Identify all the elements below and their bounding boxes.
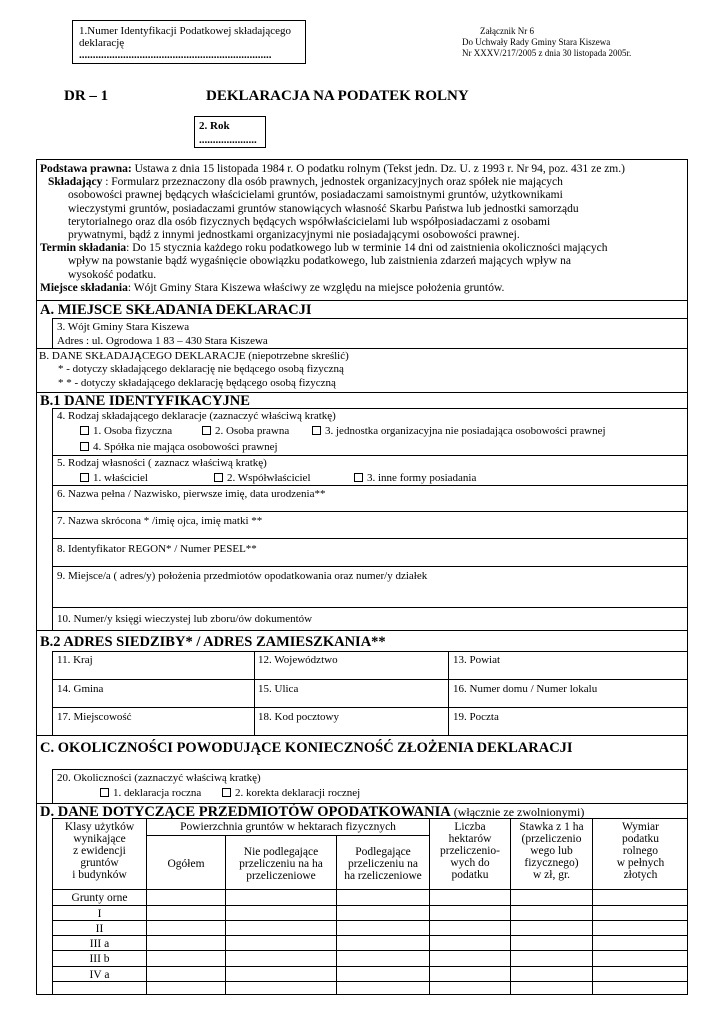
section-b1-title: B.1 DANE IDENTYFIKACYJNE [40, 393, 250, 409]
table-row-label: Grunty orne [71, 892, 128, 904]
field-6-full-name[interactable]: 6. Nazwa pełna / Nazwisko, pierwsze imię, data urodzenia** [57, 488, 326, 500]
field-4-label: 4. Rodzaj składającego deklaracje (zaznaczyć właściwą kratkę) [57, 410, 336, 422]
field-7-short-name[interactable]: 7. Nazwa skrócona * /imię ojca, imię matki ** [57, 515, 263, 527]
nip-box [72, 20, 306, 64]
col-header-land-class: Klasy użytków wynikające z ewidencji gruntów i budynków [64, 821, 135, 881]
filer-type-legal[interactable]: 2. Osoba prawna [202, 425, 289, 437]
tax-office-address: Adres : ul. Ogrodowa 1 83 – 430 Stara Kiszewa [57, 335, 268, 347]
annex-note: Załącznik Nr 6 Do Uchwały Rady Gminy Stara Kiszewa Nr XXXV/217/2005 z dnia 30 listopada 2005r. [462, 26, 632, 58]
checkbox[interactable] [354, 473, 363, 482]
field-9-location[interactable]: 9. Miejsce/a ( adres/y) położenia przedmiotów opodatkowania oraz numer/y działek [57, 570, 428, 582]
checkbox[interactable] [80, 473, 89, 482]
ownership-owner[interactable]: 1. właściciel [80, 472, 148, 484]
checkbox[interactable] [80, 426, 89, 435]
field-15-street[interactable]: 15. Ulica [258, 683, 299, 695]
form-code: DR – 1 [64, 88, 109, 104]
field-11-country[interactable]: 11. Kraj [57, 654, 93, 666]
col-header-rate: Stawka z 1 ha (przeliczenio wego lub fizycznego) w zł, gr. [519, 821, 584, 881]
filer-type-partnership[interactable]: 4. Spółka nie mająca osobowości prawnej [80, 441, 278, 453]
note-legal-person: * - dotyczy składającego deklarację nie będącego osobą fizyczną [58, 363, 344, 375]
checkbox[interactable] [202, 426, 211, 435]
field-18-postal-code[interactable]: 18. Kod pocztowy [258, 711, 339, 723]
checkbox[interactable] [222, 788, 231, 797]
table-row-label: III a [89, 938, 110, 950]
legal-basis: Podstawa prawna: Ustawa z dnia 15 listopada 1984 r. O podatku rolnym (Tekst jedn. Dz. U. z 1993 r. Nr 94, poz. 431 ze zm.) Składający : Formularz przeznaczony dla osób prawnych, jednostek organizacyjnych oraz spółek nie mających osobowości prawnej będących właścicielami gruntów, posiadaczami samoistnymi gruntów, użytkownikami wieczystymi gruntów, posiadaczami gruntów stanowiących własność Skarbu Państwa lub jednostki samorządu terytorialnego oraz dla osób fizycznych będących współwłaścicielami lub współposiadaczami z osobami prywatnymi, bądź z innymi jednostkami organizacyjnymi nie posiadającymi osobowości prawnej. Termin składania: Do 15 stycznia każdego roku podatkowego lub w terminie 14 dni od zaistnienia okoliczności mających wpływ na powstanie bądź wygaśnięcie obowiązku podatkowego, lub zaistnienia zdarzeń mających wpływ na wysokość podatku. Miejsce składania: Wójt Gminy Stara Kiszewa właściwy ze względu na miejsce położenia gruntów. [40, 163, 625, 294]
checkbox[interactable] [80, 442, 89, 451]
field-12-voivodeship[interactable]: 12. Województwo [258, 654, 338, 666]
table-row-label: III b [89, 953, 110, 965]
year-box [194, 116, 266, 148]
section-d-title: D. DANE DOTYCZĄCE PRZEDMIOTÓW OPODATKOWANIA (włącznie ze zwolnionymi) [40, 804, 585, 820]
field-14-commune[interactable]: 14. Gmina [57, 683, 104, 695]
field-8-regon-pesel[interactable]: 8. Identyfikator REGON* / Numer PESEL** [57, 543, 257, 555]
nip-dots[interactable]: ...................................................................... [79, 49, 272, 61]
checkbox[interactable] [214, 473, 223, 482]
nip-label: 1.Numer Identyfikacji Podatkowej składającego deklarację [79, 25, 291, 49]
checkbox[interactable] [312, 426, 321, 435]
table-row-label: I [97, 908, 102, 920]
field-17-city[interactable]: 17. Miejscowość [57, 711, 132, 723]
col-header-not-converted: Nie podlegające przeliczeniu na ha przeliczeniowe [239, 846, 323, 882]
col-header-hectares: Liczba hektarów przeliczenio- wych do podatku [439, 821, 500, 881]
field-10-land-register[interactable]: 10. Numer/y księgi wieczystej lub zboru/ów dokumentów [57, 613, 313, 625]
declaration-correction[interactable]: 2. korekta deklaracji rocznej [222, 787, 360, 799]
table-row-label: IV a [89, 969, 110, 981]
checkbox[interactable] [100, 788, 109, 797]
section-c-title: C. OKOLICZNOŚCI POWODUJĄCE KONIECZNOŚĆ ZŁOŻENIA DEKLARACJI [40, 740, 573, 756]
filer-type-org-unit[interactable]: 3. jednostka organizacyjna nie posiadająca osobowości prawnej [312, 425, 606, 437]
section-b-title: B. DANE SKŁADAJĄCEGO DEKLARACJE (niepotrzebne skreślić) [39, 350, 349, 362]
table-row-label: II [95, 923, 104, 935]
field-20-label: 20. Okoliczności (zaznaczyć właściwą kratkę) [57, 772, 261, 784]
col-header-area: Powierzchnia gruntów w hektarach fizycznych [180, 821, 396, 833]
tax-office-name: 3. Wójt Gminy Stara Kiszewa [57, 321, 190, 333]
declaration-annual[interactable]: 1. deklaracja roczna [100, 787, 201, 799]
form-title: DEKLARACJA NA PODATEK ROLNY [206, 88, 469, 104]
ownership-coowner[interactable]: 2. Współwłaściciel [214, 472, 311, 484]
year-label: 2. Rok [199, 120, 230, 132]
section-b2-title: B.2 ADRES SIEDZIBY* / ADRES ZAMIESZKANIA** [40, 634, 386, 650]
section-a-title: A. MIEJSCE SKŁADANIA DEKLARACJI [40, 302, 312, 318]
ownership-other[interactable]: 3. inne formy posiadania [354, 472, 476, 484]
field-5-label: 5. Rodzaj własności ( zaznacz właściwą kratkę) [57, 457, 267, 469]
col-header-converted: Podlegające przeliczeniu na ha rzeliczeniowe [344, 846, 422, 882]
field-19-post-office[interactable]: 19. Poczta [453, 711, 499, 723]
year-field[interactable]: ..................... [199, 134, 257, 146]
filer-type-natural[interactable]: 1. Osoba fizyczna [80, 425, 172, 437]
note-natural-person: * * - dotyczy składającego deklarację będącego osobą fizyczną [58, 377, 336, 389]
col-header-tax-amount: Wymiar podatku rolnego w pełnych złotych [616, 821, 665, 881]
field-13-county[interactable]: 13. Powiat [453, 654, 501, 666]
col-header-total: Ogółem [167, 858, 205, 870]
field-16-house-number[interactable]: 16. Numer domu / Numer lokalu [453, 683, 598, 695]
